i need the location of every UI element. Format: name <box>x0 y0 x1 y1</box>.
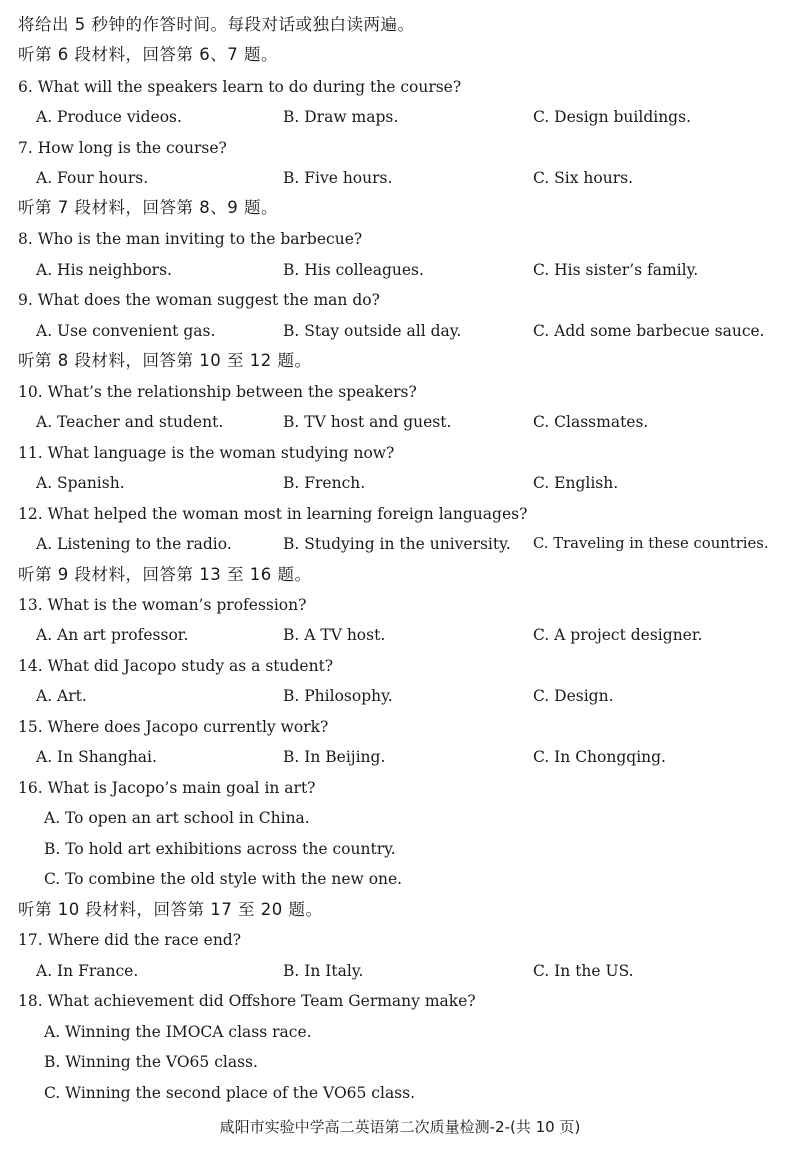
option-b: B. In Italy. <box>283 962 364 980</box>
option-c: C. In Chongqing. <box>533 748 666 766</box>
question-stem: 15. Where does Jacopo currently work? <box>18 718 329 736</box>
question-stem: 13. What is the woman’s profession? <box>18 596 307 614</box>
option-a: A. In France. <box>36 962 139 980</box>
option-c: C. His sister’s family. <box>533 261 699 279</box>
instruction-text: 将给出 5 秒钟的作答时间。每段对话或独白读两遍。 <box>18 15 415 34</box>
option-a: A. In Shanghai. <box>36 748 157 766</box>
option-b: B. Draw maps. <box>283 108 399 126</box>
option-b: B. Studying in the university. <box>283 535 511 553</box>
option-a: A. To open an art school in China. <box>44 809 310 827</box>
option-b: B. His colleagues. <box>283 261 424 279</box>
section-heading: 听第 6 段材料，回答第 6、7 题。 <box>18 45 278 64</box>
option-b: B. Five hours. <box>283 169 393 187</box>
question-stem: 6. What will the speakers learn to do during the course? <box>18 78 462 96</box>
option-c: C. Traveling in these countries. <box>533 535 769 552</box>
question-stem: 11. What language is the woman studying now? <box>18 444 395 462</box>
question-stem: 16. What is Jacopo’s main goal in art? <box>18 779 316 797</box>
question-stem: 17. Where did the race end? <box>18 931 242 949</box>
option-a: A. Winning the IMOCA class race. <box>44 1023 312 1041</box>
question-stem: 18. What achievement did Offshore Team Germany make? <box>18 992 476 1010</box>
question-stem: 12. What helped the woman most in learning foreign languages? <box>18 505 528 523</box>
option-c: C. English. <box>533 474 619 492</box>
option-a: A. Art. <box>36 687 87 705</box>
option-c: C. A project designer. <box>533 626 703 644</box>
option-b: B. French. <box>283 474 366 492</box>
option-b: B. In Beijing. <box>283 748 386 766</box>
option-c: C. To combine the old style with the new one. <box>44 870 403 888</box>
option-c: C. Six hours. <box>533 169 633 187</box>
option-a: A. Four hours. <box>36 169 149 187</box>
question-stem: 9. What does the woman suggest the man do? <box>18 291 380 309</box>
section-heading: 听第 10 段材料，回答第 17 至 20 题。 <box>18 900 323 919</box>
option-c: C. In the US. <box>533 962 634 980</box>
option-a: A. Use convenient gas. <box>36 322 216 340</box>
section-heading: 听第 9 段材料，回答第 13 至 16 题。 <box>18 565 312 584</box>
section-heading: 听第 8 段材料，回答第 10 至 12 题。 <box>18 351 312 370</box>
option-b: B. A TV host. <box>283 626 386 644</box>
option-a: A. Teacher and student. <box>36 413 224 431</box>
option-b: B. TV host and guest. <box>283 413 452 431</box>
page-footer: 咸阳市实验中学高二英语第二次质量检测-2-(共 10 页) <box>219 1118 581 1136</box>
option-b: B. Stay outside all day. <box>283 322 462 340</box>
question-stem: 10. What’s the relationship between the speakers? <box>18 383 417 401</box>
option-c: C. Add some barbecue sauce. <box>533 322 765 340</box>
option-c: C. Design buildings. <box>533 108 691 126</box>
option-a: A. An art professor. <box>36 626 189 644</box>
option-c: C. Classmates. <box>533 413 649 431</box>
option-b: B. Philosophy. <box>283 687 393 705</box>
question-stem: 7. How long is the course? <box>18 139 227 157</box>
option-a: A. Spanish. <box>36 474 125 492</box>
option-a: A. His neighbors. <box>36 261 172 279</box>
option-b: B. To hold art exhibitions across the country. <box>44 840 396 858</box>
question-stem: 14. What did Jacopo study as a student? <box>18 657 334 675</box>
section-heading: 听第 7 段材料，回答第 8、9 题。 <box>18 198 278 217</box>
option-c: C. Winning the second place of the VO65 class. <box>44 1084 416 1102</box>
option-a: A. Listening to the radio. <box>36 535 232 553</box>
option-a: A. Produce videos. <box>36 108 182 126</box>
option-b: B. Winning the VO65 class. <box>44 1053 258 1071</box>
option-c: C. Design. <box>533 687 614 705</box>
question-stem: 8. Who is the man inviting to the barbecue? <box>18 230 363 248</box>
